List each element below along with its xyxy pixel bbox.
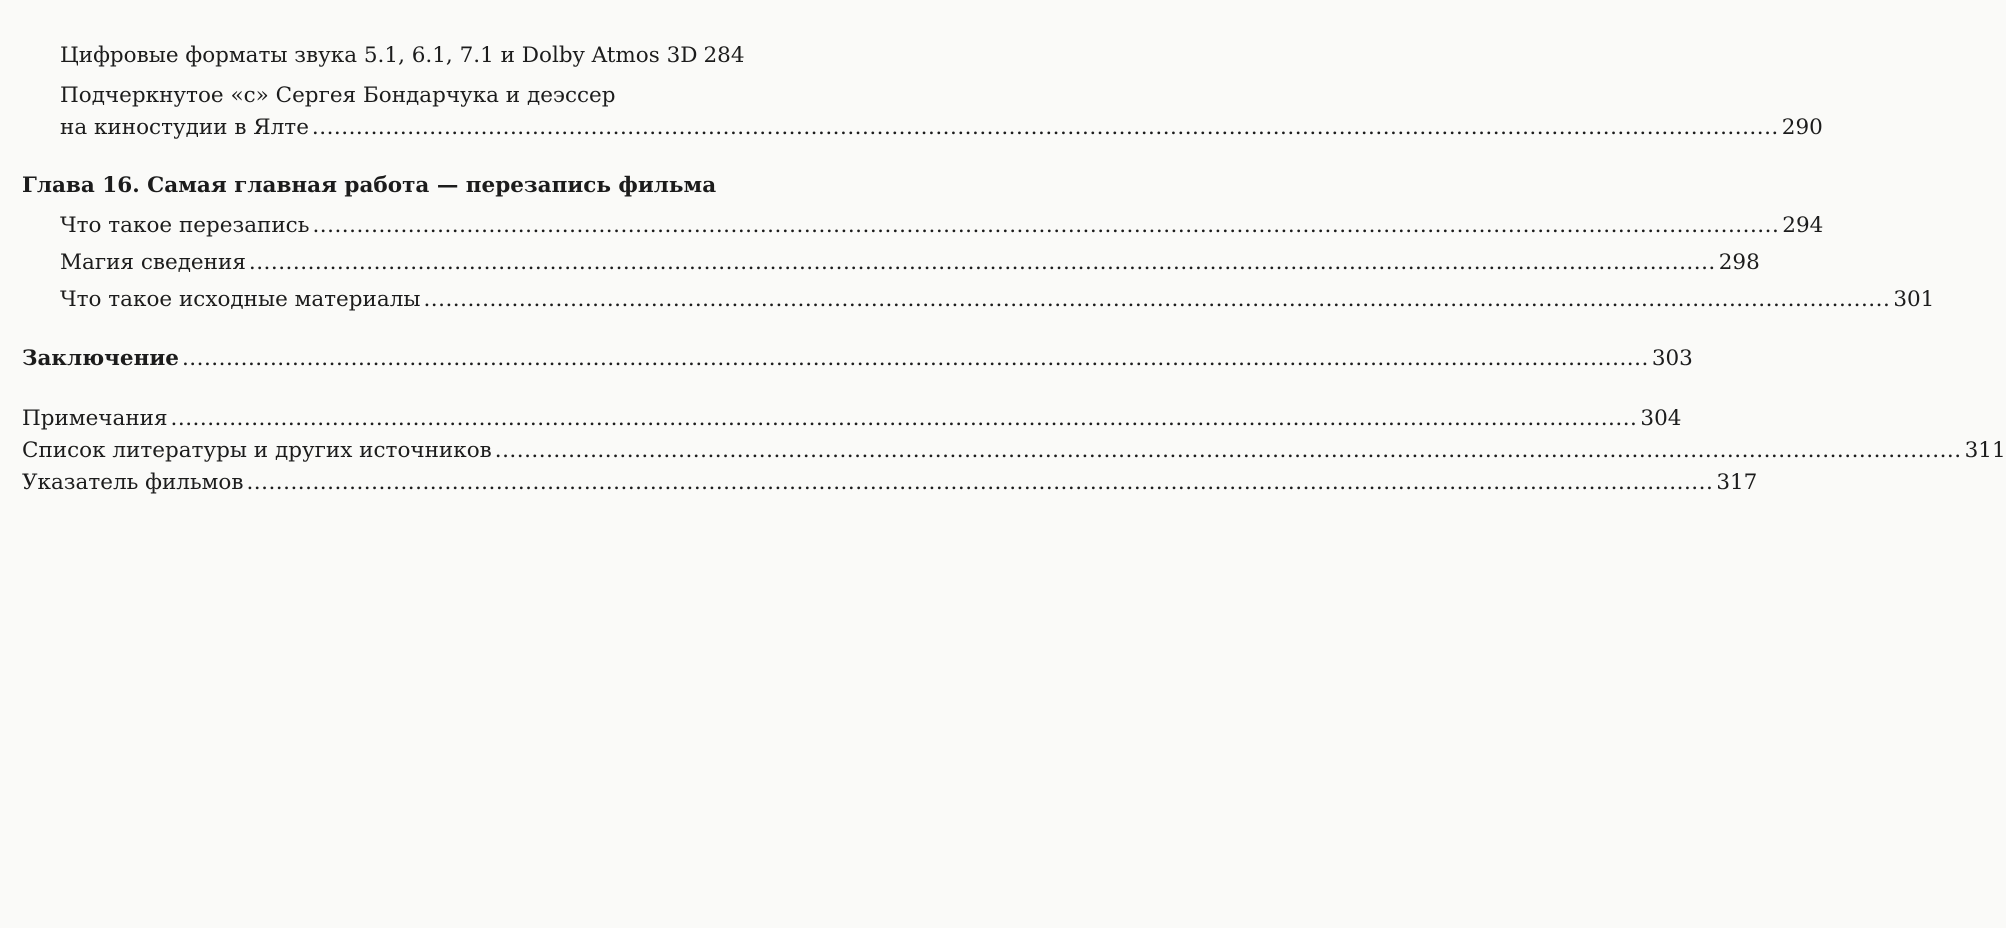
toc-entry-conclusion [22, 343, 1693, 375]
toc-page-number: 290 [1781, 115, 1823, 140]
toc-leader-dots [312, 210, 1779, 242]
toc-entry-magic-of-mixing [60, 247, 1760, 279]
toc-entry-title: Что такое исходные материалы [60, 287, 421, 312]
toc-entry-title: на киностудии в Ялте [60, 115, 309, 140]
toc-entry-title: Магия сведения [60, 250, 246, 275]
toc-entry-film-index [22, 467, 1758, 499]
toc-page-number: 294 [1782, 213, 1824, 238]
toc-leader-dots [246, 467, 1713, 499]
toc-chapter-16-heading [22, 170, 716, 202]
toc-entry-title: Указатель фильмов [22, 470, 244, 495]
toc-entry-notes [22, 403, 1682, 435]
toc-entry-title: Список литературы и других источников [22, 438, 492, 463]
toc-entry-what-is-mixing [60, 210, 1824, 242]
toc-leader-dots [249, 247, 1716, 279]
toc-page-number: 311 [1964, 438, 2006, 463]
toc-leader-dots [312, 112, 1779, 144]
toc-page-number: 304 [1640, 406, 1682, 431]
toc-entry-title: Заключение [22, 346, 179, 371]
toc-entry-bondarchuk-line1 [60, 80, 616, 112]
toc-page-number: 301 [1893, 287, 1935, 312]
toc-leader-dots [182, 343, 1649, 375]
toc-leader-dots [171, 403, 1638, 435]
toc-entry-digital-formats [60, 40, 745, 72]
toc-entry-title: Примечания [22, 406, 168, 431]
toc-leader-dots [495, 435, 1962, 467]
toc-entry-title: Цифровые форматы звука 5.1, 6.1, 7.1 и Dolby Atmos 3D [60, 43, 698, 68]
toc-page-number: 317 [1716, 470, 1758, 495]
toc-entry-bondarchuk [60, 112, 1823, 144]
toc-entry-title: Подчеркнутое «с» Сергея Бондарчука и деэссер [60, 83, 616, 108]
toc-page-number: 284 [703, 43, 745, 68]
toc-page-number: 298 [1718, 250, 1760, 275]
toc-leader-dots [423, 284, 1890, 316]
toc-page-number: 303 [1651, 346, 1693, 371]
toc-entry-title: Что такое перезапись [60, 213, 310, 238]
toc-entry-bibliography [22, 435, 2006, 467]
chapter-title: Глава 16. Самая главная работа — перезапись фильма [22, 173, 717, 198]
toc-entry-source-materials [60, 284, 1935, 316]
